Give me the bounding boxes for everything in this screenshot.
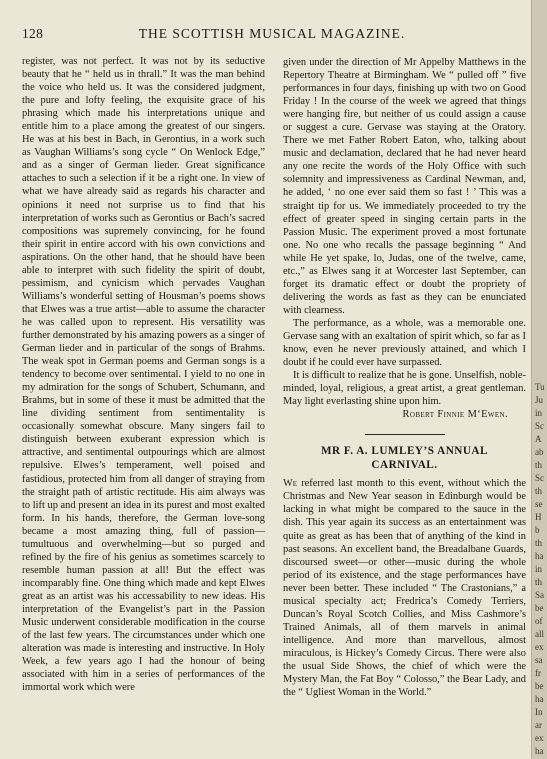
facing-page-fragment: ex — [535, 642, 544, 652]
article-paragraph: The performance, as a whole, was a memorable one. Gervase sang with an exaltation of spirit which, so far as I know, even he never previously attained, and which I doubt if he could ever have surpassed. — [283, 317, 526, 369]
author-signature: Robert Finnie M‘Ewen. — [402, 409, 508, 421]
facing-page-fragment: be — [535, 681, 544, 691]
facing-page-fragment: Ju — [535, 395, 544, 405]
article-paragraph: It is difficult to realize that he is gone. Unselfish, noble-minded, loyal, religious, a great artist, a great gentleman. May light everlasting shine upon him. — [283, 370, 526, 408]
facing-page-fragment: Sa — [535, 590, 544, 600]
section-heading-line: CARNIVAL. — [371, 459, 438, 472]
facing-page-edge — [531, 0, 547, 759]
facing-page-fragment: ex — [535, 733, 544, 743]
article-paragraph: register, was not perfect. It was not by its seductive beauty that he “ held us in thrall.” It was the man behind the voice who held us. It was the considered judgment, the pure and lofty feeling, the exquisite grace of his phrasing which made his interpretations unique and entitle him to a place among the greatest of our singers. He was at his best in Bach, in Gerontius, in a work such as Vaughan Williams’s song cycle “ On Wenlock Edge,” and as a singer of German lieder. Great significance attaches to such a selection if it be a right one. In view of what we have already said as regards his character and opinions it need not surprise us to find that his interpretation of works such as Gerontius or Bach’s sacred compositions was supremely convincing, for he found their spirit in entire accord with his own convictions and aspirations. On the other hand, that he should have been able to interpret with such fidelity the spirit of doubt, pessimism, and cynicism which pervades Vaughan Williams’s wonderful setting of Housman’s poems shows that Elwes was a true artist—able to assume the character he was called upon to represent. His versatility was further demonstrated by his amazing powers as a singer of German lieder and in particular of the songs of Brahms. The weak spot in German poems and German songs is a tendency to become over sentimental. I yield to no one in my admiration for the songs of Schubert, Schumann, and Brahms, but in some of these it must be admitted that the line dividing sentiment from sentimentality is occasionally somewhat obscure. Many singers fail to distinguish between exuberant expression which is attractive, and sentimental outpourings which are almost repulsive. Elwes’s temperament, well poised and fastidious, protected him from all danger of straying from the straight path of artistic rectitude. His aim always was to lift up and present an idea in its purest and most exalted form. In his hands, therefore, the German love-song became a most amazing thing, full of passion—tumultuous and overwhelming—but so purged and refined by the fire of his genius as sometimes scarcely to resemble human passion at all! But the effect was incomparably fine. One thing which made and kept Elwes great as an artist was his accessability to new ideas. His interpretation of the Evangelist’s part in the Passion Music underwent considerable modification in the course of the last few years. The circumstances under which one alteration was made is interesting and instructive. In Holy Week, a few years ago I had the honour of being associated with him in a series of performances of the immortal work which were — [22, 56, 265, 694]
facing-page-fragment: th — [535, 538, 543, 548]
facing-page-fragment: ha — [535, 746, 544, 756]
facing-page-fragment: in — [535, 408, 543, 418]
facing-page-fragment: b — [535, 525, 540, 535]
facing-page-fragment: fr — [535, 668, 541, 678]
page-header — [22, 26, 522, 46]
section-heading-line: MR F. A. LUMLEY’S ANNUAL — [321, 445, 488, 458]
facing-page-fragment: ha — [535, 694, 544, 704]
facing-page-fragment: th — [535, 577, 543, 587]
facing-page-fragment: ab — [535, 447, 544, 457]
article-paragraph: given under the direction of Mr Appelby Matthews in the Repertory Theatre at Birmingham. We “ pulled off ” five performances in four days, finishing up with two on Good Friday ! In the course of the week we agreed that things were hanging fire, but neither of us could assign a cause or suggest a cure. Gervase was staying at the Oratory. There we met Father Robert Eaton, who, talking about music and declamation, declared that he had never heard any one recite the words of the Holy Office with such solemnity and impressiveness as Cardinal Newman, and, he added, ‘ no one ever said them so fast ! ’ This was a straight tip for us. We immediately proceeded to try the effect of greater speed in singing certain parts in the Passion Music. The experiment proved a most fortunate one. No one who recalls the passage beginning “ And while He yet spake, lo, Judas, one of the twelve, came, etc.,” as Elwes sang it at Worcester last September, can forget its dramatic effect or doubt the propriety of delivering the words as fast as they can be enunciated with clearness. — [283, 57, 526, 316]
facing-page-fragment: H — [535, 512, 542, 522]
facing-page-fragment: th — [535, 486, 543, 496]
facing-page-fragment: sa — [535, 655, 543, 665]
facing-page-fragment: ar — [535, 720, 542, 730]
facing-page-fragment: Sc — [535, 421, 544, 431]
paragraph-lead-word: We — [283, 478, 298, 490]
facing-page-fragment: ha — [535, 551, 544, 561]
facing-page-fragment: Sc — [535, 473, 544, 483]
right-column — [283, 56, 526, 699]
facing-page-fragment: in — [535, 564, 543, 574]
page-number: 128 — [22, 26, 44, 41]
facing-page-fragment: In — [535, 707, 543, 717]
paragraph-body: referred last month to this event, without which the Christmas and New Year season in Edinburgh would be lacking in what might be compared to the sauce in the dish. This year again its success as an entertainment was quite as great as has been that of anything of the kind in past seasons. An excellent band, the Breadalbane Guards, discoursed sweet—or other—music during the whole period of its existence, and the stage performances have never been better. These included “ The Crastonians,” a musical specialty act; Fredrica’s Comedy Terriers, Duncan’s Royal Scotch Collies, and Miss Cashmore’s Trained Animals, all of them marvels in animal intelligence. And more than marvellous, almost miraculous, is Hickey’s Comedy Circus. There were also the usual Side Shows, the chief of which were the Mystery Man, the Fat Boy “ Colosso,” the Bear Lady, and the “ Ugliest Woman in the World.” — [283, 478, 526, 699]
carnival-paragraph — [283, 477, 526, 699]
section-heading — [283, 444, 526, 472]
running-head: THE SCOTTISH MUSICAL MAGAZINE. — [138, 26, 406, 41]
facing-page-fragment: A — [535, 434, 542, 444]
facing-page-fragment: all — [535, 629, 544, 639]
facing-page-fragment: th — [535, 460, 543, 470]
left-column — [22, 55, 265, 694]
facing-page-fragment: of — [535, 616, 543, 626]
facing-page-fragment: be — [535, 603, 544, 613]
facing-page-fragment: se — [535, 499, 543, 509]
section-divider — [365, 434, 445, 435]
facing-page-fragment: Tu — [535, 382, 545, 392]
